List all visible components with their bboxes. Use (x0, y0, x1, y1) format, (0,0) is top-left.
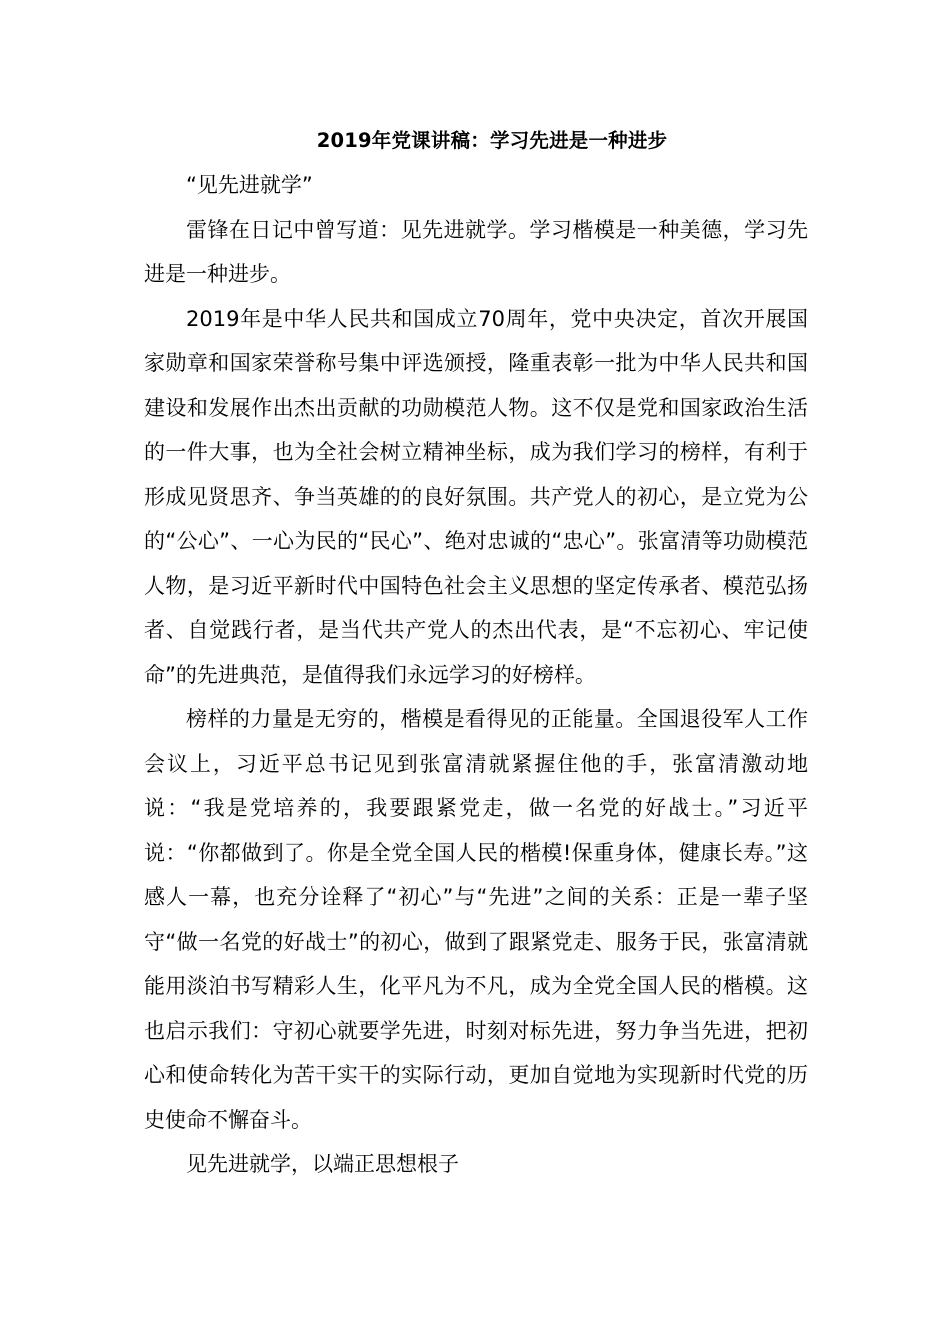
paragraph: 2019年是中华人民共和国成立70周年，党中央决定，首次开展国家勋章和国家荣誉称号集中评选颁授，隆重表彰一批为中华人民共和国建设和发展作出杰出贡献的功勋模范人物。这不仅是党和国家政治生活的一件大事，也为全社会树立精神坐标，成为我们学习的榜样，有利于形成见贤思齐、争当英雄的的良好氛围。共产党人的初心，是立党为公的“公心”、一心为民的“民心”、绝对忠诚的“忠心”。张富清等功勋模范人物，是习近平新时代中国特色社会主义思想的坚定传承者、模范弘扬者、自觉践行者，是当代共产党人的杰出代表，是“不忘初心、牢记使命”的先进典范，是值得我们永远学习的好榜样。 (144, 306, 808, 687)
section-heading: “见先进就学” (186, 173, 313, 197)
paragraph: 榜样的力量是无穷的，楷模是看得见的正能量。全国退役军人工作会议上，习近平总书记见到张富清就紧握住他的手，张富清激动地说：“我是党培养的，我要跟紧党走，做一名党的好战士。”习近平说：“你都做到了。你是全党全国人民的楷模!保重身体，健康长寿。”这感人一幕，也充分诠释了“初心”与“先进”之间的关系：正是一辈子坚守“做一名党的好战士”的初心，做到了跟紧党走、服务于民，张富清就能用淡泊书写精彩人生，化平凡为不凡，成为全党全国人民的楷模。这也启示我们：守初心就要学先进，时刻对标先进，努力争当先进，把初心和使命转化为苦干实干的实际行动，更加自觉地为实现新时代党的历史使命不懈奋斗。 (144, 707, 808, 1132)
paragraph: 雷锋在日记中曾写道：见先进就学。学习楷模是一种美德，学习先进是一种进步。 (144, 217, 808, 286)
document-title: 2019年党课讲稿：学习先进是一种进步 (316, 129, 668, 152)
section-heading: 见先进就学，以端正思想根子 (186, 1152, 459, 1176)
document-body (144, 122, 808, 1187)
